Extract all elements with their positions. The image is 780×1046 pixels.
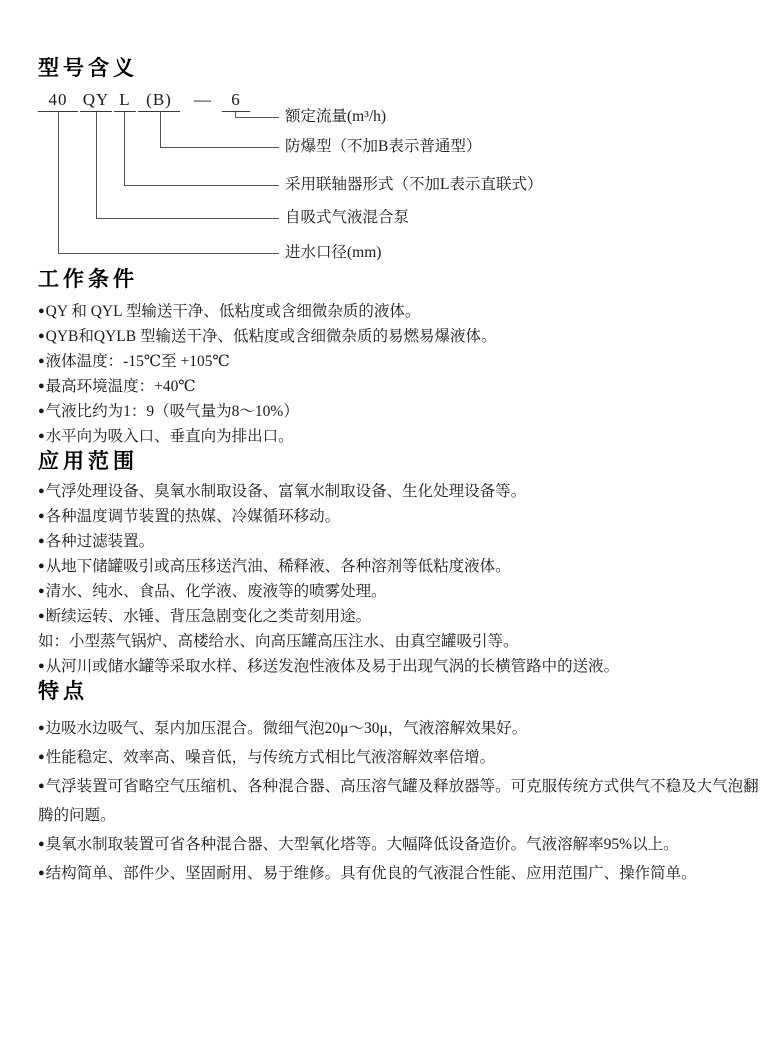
- list-item-text: 各种过滤装置。: [45, 533, 155, 550]
- section-heading-application-range: 应用范围: [38, 450, 138, 473]
- list-item-text: QY 和 QYL 型输送干净、低粘度或含细微杂质的液体。: [45, 303, 421, 320]
- application-range-section: [38, 449, 774, 679]
- model-code-segment-qy: QY: [80, 91, 112, 112]
- list-item: [38, 374, 774, 399]
- bullet-icon: ●: [38, 405, 45, 417]
- features-list: [38, 714, 774, 888]
- list-item-text: 清水、纯水、食品、化学液、废液等的喷雾处理。: [45, 583, 387, 600]
- list-item: [38, 604, 774, 629]
- model-code-segment-6: 6: [222, 91, 250, 112]
- model-label-rated-flow: 额定流量(m³/h): [285, 108, 387, 125]
- list-item-text: 从河川或储水罐等采取水样、移送发泡性液体及易于出现气涡的长横管路中的送液。: [45, 658, 620, 675]
- model-label-inlet-diameter: 进水口径(mm): [285, 244, 382, 261]
- list-item: [38, 479, 774, 504]
- list-item-text: 气浮处理设备、臭氧水制取设备、富氧水制取设备、生化处理设备等。: [45, 483, 527, 500]
- list-item-text: 如：小型蒸气锅炉、高楼给水、向高压罐高压注水、由真空罐吸引等。: [38, 633, 519, 650]
- list-item: [38, 554, 774, 579]
- bullet-icon: ●: [38, 751, 45, 763]
- list-item-text: 气浮装置可省略空气压缩机、各种混合器、高压溶气罐及释放器等。可克服传统方式供气不稳及大气泡翻腾的问题。: [38, 778, 759, 824]
- bullet-icon: ●: [38, 780, 45, 792]
- bullet-icon: ●: [38, 838, 45, 850]
- list-item-text: 水平向为吸入口、垂直向为排出口。: [45, 428, 294, 445]
- bullet-icon: ●: [38, 330, 45, 342]
- list-item-text: 气液比约为1：9（吸气量为8～10%）: [45, 403, 299, 420]
- bullet-icon: ●: [38, 355, 45, 367]
- bullet-icon: ●: [38, 585, 45, 597]
- model-code-segment-b: (B): [138, 91, 180, 112]
- model-label-explosion-proof: 防爆型（不加B表示普通型）: [285, 138, 482, 155]
- model-code-diagram: [38, 91, 774, 267]
- list-item: [38, 654, 774, 679]
- bullet-icon: ●: [38, 610, 45, 622]
- model-meaning-section: [38, 56, 774, 267]
- list-item: [38, 772, 774, 830]
- list-item-text: 液体温度：-15℃至 +105℃: [45, 353, 230, 370]
- list-item-note: [38, 629, 774, 654]
- list-item-text: 从地下储罐吸引或高压移送汽油、稀释液、各种溶剂等低粘度液体。: [45, 558, 511, 575]
- bullet-icon: ●: [38, 485, 45, 497]
- list-item-text: 边吸水边吸气、泵内加压混合。微细气泡20μ～30μ，气液溶解效果好。: [45, 720, 528, 737]
- section-heading-features: 特点: [38, 680, 88, 703]
- list-item: [38, 299, 774, 324]
- model-code-dash: —: [194, 90, 212, 109]
- list-item-text: 结构简单、部件少、坚固耐用、易于维修。具有优良的气液混合性能、应用范围广、操作简单。: [45, 865, 697, 882]
- bullet-icon: ●: [38, 660, 45, 672]
- list-item: [38, 424, 774, 449]
- list-item-text: QYB和QYLB 型输送干净、低粘度或含细微杂质的易燃易爆液体。: [45, 328, 497, 345]
- list-item: [38, 399, 774, 424]
- list-item: [38, 830, 774, 859]
- bullet-icon: ●: [38, 430, 45, 442]
- bullet-icon: ●: [38, 722, 45, 734]
- bullet-icon: ●: [38, 535, 45, 547]
- bullet-icon: ●: [38, 380, 45, 392]
- model-label-pump-type: 自吸式气液混合泵: [285, 209, 410, 226]
- list-item: [38, 504, 774, 529]
- bullet-icon: ●: [38, 305, 45, 317]
- list-item: [38, 859, 774, 888]
- list-item-text: 最高环境温度：+40℃: [45, 378, 196, 395]
- bullet-icon: ●: [38, 510, 45, 522]
- application-range-list: [38, 479, 774, 679]
- list-item-text: 各种温度调节装置的热媒、冷媒循环移动。: [45, 508, 341, 525]
- section-heading-working-conditions: 工作条件: [38, 268, 138, 291]
- working-conditions-section: [38, 267, 774, 449]
- model-label-coupling-form: 采用联轴器形式（不加L表示直联式）: [285, 176, 543, 193]
- list-item-text: 臭氧水制取装置可省各种混合器、大型氧化塔等。大幅降低设备造价。气液溶解率95%以上。: [45, 836, 679, 853]
- list-item-text: 断续运转、水锤、背压急剧变化之类苛刻用途。: [45, 608, 372, 625]
- model-code-segment-40: 40: [38, 91, 78, 112]
- working-conditions-list: [38, 299, 774, 449]
- list-item: [38, 743, 774, 772]
- list-item-text: 性能稳定、效率高、噪音低，与传统方式相比气液溶解效率倍增。: [45, 749, 496, 766]
- list-item: [38, 529, 774, 554]
- list-item: [38, 714, 774, 743]
- list-item: [38, 579, 774, 604]
- list-item: [38, 349, 774, 374]
- model-code-segment-l: L: [114, 91, 136, 112]
- list-item: [38, 324, 774, 349]
- connector-line-inlet: [58, 112, 279, 254]
- bullet-icon: ●: [38, 560, 45, 572]
- features-section: [38, 679, 774, 888]
- section-heading-model-meaning: 型号含义: [38, 57, 138, 80]
- bullet-icon: ●: [38, 867, 45, 879]
